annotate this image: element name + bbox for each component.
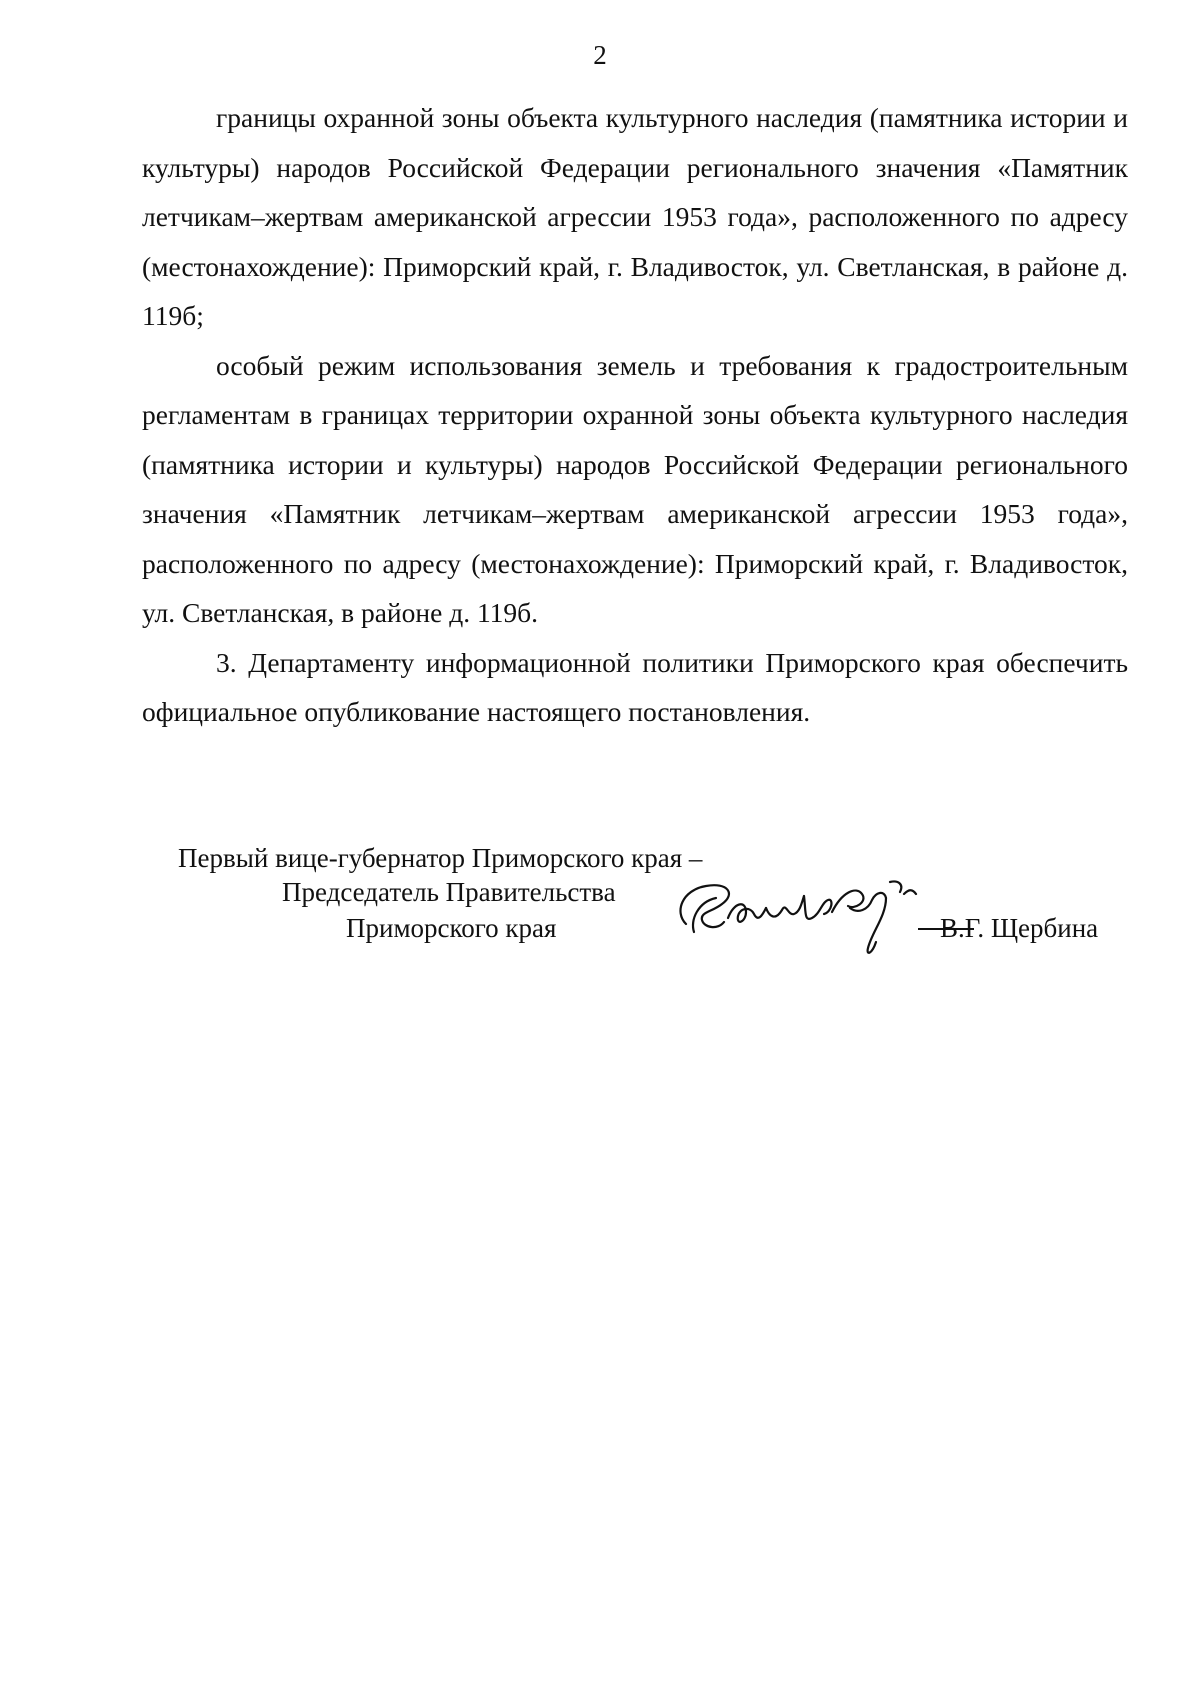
signatory-title-line1: Первый вице-губернатор Приморского края – <box>178 843 703 873</box>
paragraph-land-use-regime: особый режим использования земель и требования к градостроительным регламентам в границах территории охранной зоны объекта культурного наследия (памятника истории и культуры) народов Российской Федерации регионального значения «Памятник летчикам–жертвам американской агрессии 1953 года», расположенного по адресу (местонахождение): Приморский край, г. Владивосток, ул. Светланская, в районе д. 119б. <box>142 349 1128 628</box>
paragraph-protection-zone-boundaries: границы охранной зоны объекта культурного наследия (памятника истории и культуры) народов Российской Федерации регионального значения «Памятник летчикам–жертвам американской агрессии 1953 года», расположенного по адресу (местонахождение): Приморский край, г. Владивосток, ул. Светланская, в районе д. 119б; <box>142 102 1128 331</box>
signatory-name: В.Г. Щербина <box>940 913 1099 943</box>
document-body <box>142 93 1128 737</box>
page-number: 2 <box>593 40 607 70</box>
handwritten-signature <box>672 872 932 962</box>
signatory-title-line2: Председатель Правительства <box>282 877 616 907</box>
signature-block <box>178 842 1138 962</box>
paragraph-publication-order: 3. Департаменту информационной политики Приморского края обеспечить официальное опубликование настоящего постановления. <box>142 646 1128 727</box>
signatory-title-line3: Приморского края <box>346 913 557 943</box>
